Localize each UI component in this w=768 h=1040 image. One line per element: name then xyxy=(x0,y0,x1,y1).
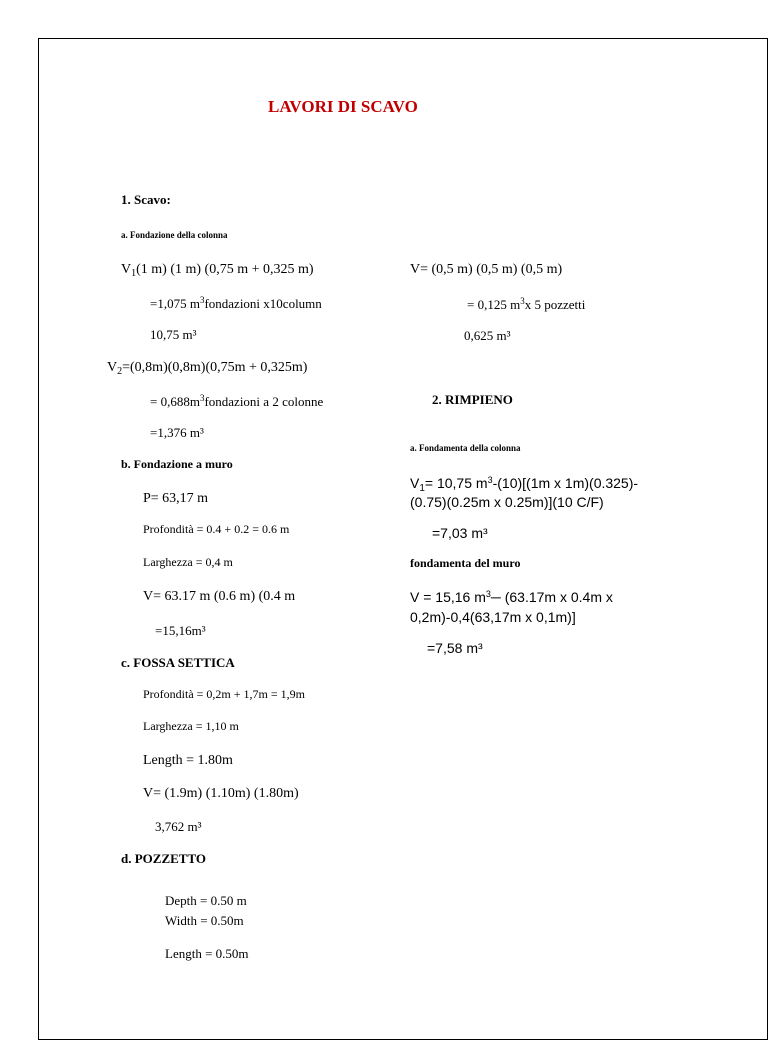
subsection-heading-wall-backfill: fondamenta del muro xyxy=(410,556,521,570)
subsection-heading-column-foundation: a. Fondazione della colonna xyxy=(121,230,228,240)
pit-length: Length = 0.50m xyxy=(165,946,249,961)
formula-backfill-wall-result: =7,58 m³ xyxy=(427,640,483,656)
formula-wall-volume-result: =15,16m³ xyxy=(155,623,206,638)
formula-backfill-v1-line2: (0.75)(0.25m x 0.25m)](10 C/F) xyxy=(410,494,604,510)
formula-wall-volume: V= 63.17 m (0.6 m) (0.4 m xyxy=(143,589,296,604)
formula-v1-total: 10,75 m³ xyxy=(150,327,197,342)
formula-backfill-v1-line1: $V_1= 10,75$ $m^3-(10)[(1m$ x 1m)(0.325)- xyxy=(410,475,639,494)
formula-backfill-wall-line2: 0,2m)-0,4(63,17m x 0,1m)] xyxy=(410,609,576,625)
formula-pit-volume-result: = 0,125 $m^3x$ 5 pozzetti xyxy=(467,296,586,312)
section-heading-scavo: 1. Scavo: xyxy=(121,192,171,207)
formula-backfill-wall-line1: V = 15,16 $m^3─$ (63.17m x 0.4m x xyxy=(410,589,613,605)
pit-depth: Depth = 0.50 m xyxy=(165,893,247,908)
formula-pit-volume-total: 0,625 m³ xyxy=(464,328,511,343)
formula-septic-volume-result: 3,762 m³ xyxy=(155,819,202,834)
formula-v2-result: = $0,688m^3fondazioni$ a 2 colonne xyxy=(150,393,324,409)
septic-depth: Profondità = 0,2m + 1,7m = 1,9m xyxy=(143,687,305,701)
septic-length: Length = 1.80m xyxy=(143,753,233,768)
formula-septic-volume: V= (1.9m) (1.10m) (1.80m) xyxy=(143,786,299,801)
formula-v1: $V_1(1$ m) (1 m) (0,75 m + 0,325 m) xyxy=(121,262,314,279)
formula-backfill-v1-result: =7,03 m³ xyxy=(432,525,488,541)
subsection-heading-septic-tank: c. FOSSA SETTICA xyxy=(121,655,235,670)
septic-width: Larghezza = 1,10 m xyxy=(143,719,239,733)
page-title: LAVORI DI SCAVO xyxy=(268,97,418,116)
formula-v2: $V_2=(0,8m)(0,8m)(0,75m + 0,325m)$ xyxy=(107,360,308,377)
subsection-heading-pit: d. POZZETTO xyxy=(121,851,207,866)
subsection-heading-wall-foundation: b. Fondazione a muro xyxy=(121,457,233,471)
formula-v1-result: =1,075 $m^3fondazioni$ x10column xyxy=(150,295,322,311)
formula-v2-total: =1,376 m³ xyxy=(150,425,204,440)
wall-width: Larghezza = 0,4 m xyxy=(143,555,233,569)
section-heading-rimpieno: 2. RIMPIENO xyxy=(432,392,513,407)
wall-depth: Profondità = 0.4 + 0.2 = 0.6 m xyxy=(143,522,290,536)
formula-pit-volume: V= (0,5 m) (0,5 m) (0,5 m) xyxy=(410,262,563,277)
pit-width: Width = 0.50m xyxy=(165,913,244,928)
perimeter-value: P= 63,17 m xyxy=(143,491,209,506)
subsection-heading-column-backfill: a. Fondamenta della colonna xyxy=(410,443,521,453)
document-page xyxy=(38,38,768,1040)
